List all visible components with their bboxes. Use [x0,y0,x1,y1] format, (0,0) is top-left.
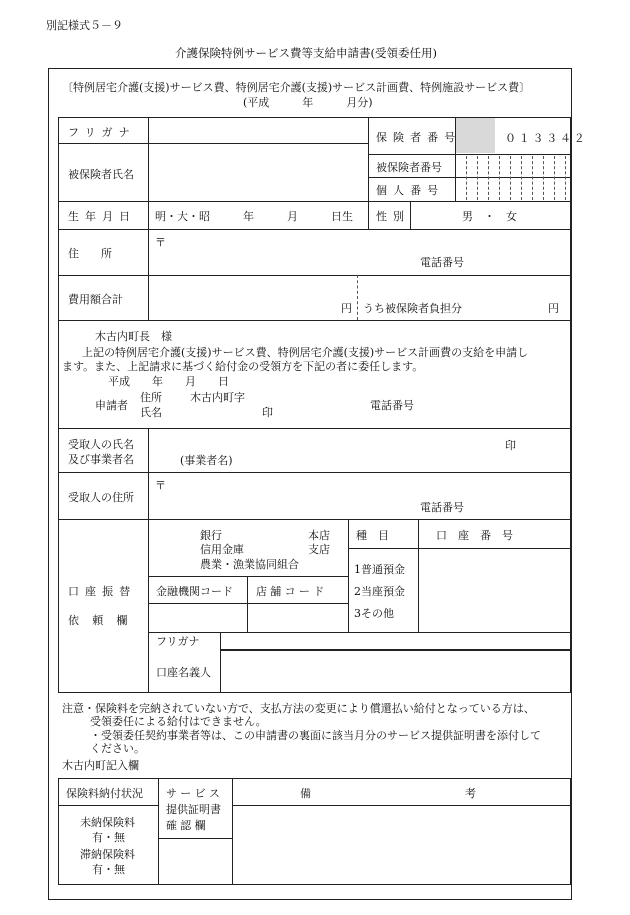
type-option-2: 2当座預金 [354,585,405,598]
recipient-name-label-1: 受取人の氏名 [68,438,134,451]
applicant-phone-label: 電話番号 [370,399,414,412]
service-label-1: サービス [166,787,224,800]
applicant-name-label: 氏名 [140,406,162,419]
branch-code-label: 店舗コード [256,585,328,598]
recipient-address-label: 受取人の住所 [68,491,134,504]
shaded-cell [456,118,495,153]
sex-label: 性別 [376,210,411,223]
insurer-number-value: ０１３３４２ [505,132,588,145]
form-title: 介護保険特例サービス費等支給申請書(受領委任用) [175,46,437,60]
address-label: 住 所 [68,247,112,260]
town-section-title: 木古内町記入欄 [62,759,139,772]
nogyo-label: 農業・漁業協同組合 [200,558,299,571]
form-number: 別記様式５－９ [46,19,123,32]
bank-section-label-1: 口座振替 [68,585,137,598]
birth-label: 生年月日 [68,210,137,223]
sex-value: 男 ・ 女 [462,210,517,223]
postal-mark: 〒 [155,236,166,249]
applicant-seal: 印 [262,406,273,419]
personal-number-label: 個人番号 [376,184,445,197]
yen-label: 円 [341,302,352,315]
cost-total-label: 費用額合計 [68,293,123,306]
branch-label: 支店 [308,543,330,556]
birth-value: 明・大・昭 年 月 日生 [155,210,353,223]
type-header: 種 目 [356,529,389,542]
request-body-line2: ます。また、上記請求に基づく給付金の受領方を下記の者に委任します。 [62,360,424,373]
addressee: 木古内町長 様 [95,330,172,343]
recipient-phone-label: 電話番号 [420,501,464,514]
recipient-name-label-2: 及び事業者名 [68,453,134,466]
note-line2: 受領委任による給付はできません。 [90,715,267,728]
unpaid-value: 有・無 [92,831,125,844]
service-label-3: 確認欄 [166,819,209,832]
unpaid-label: 未納保険料 [80,816,135,829]
shinkin-label: 信用金庫 [200,543,244,556]
phone-label: 電話番号 [420,256,464,269]
note-line3: ・受領委任契約事業者等は、この申請書の裏面に該当月分のサービス提供証明書を添付して [90,729,541,742]
business-label: (事業者名) [180,454,233,467]
overdue-label: 滞納保険料 [80,848,135,861]
form-period: (平成 年 月分) [243,96,373,109]
furigana-label: フリガナ [68,126,136,139]
burden-label: うち被保険者負担分 [363,302,462,315]
request-date: 平成 年 月 日 [108,375,229,388]
applicant-address-value: 木古内町字 [190,391,245,404]
account-number-header: 口 座 番 号 [436,529,513,542]
remarks-label: 備 考 [300,787,476,800]
request-body-line1: 上記の特例居宅介護(支援)サービス費、特例居宅介護(支援)サービス計画費の支給を申請し [82,346,529,359]
account-holder-label: 口座名義人 [156,666,211,679]
service-label-2: 提供証明書 [166,803,221,816]
yen-label-2: 円 [548,302,559,315]
type-option-3: 3その他 [354,607,394,620]
head-office-label: 本店 [308,529,330,542]
main-table [58,117,571,693]
overdue-value: 有・無 [92,863,125,876]
note-line4: ください。 [90,742,145,755]
applicant-label: 申請者 [95,399,128,412]
type-option-1: 1普通預金 [354,563,405,576]
insured-name-label: 被保険者氏名 [68,168,134,181]
recipient-seal: 印 [505,439,516,452]
applicant-address-label: 住所 [140,391,162,404]
account-furigana-label: フリガナ [156,635,200,648]
bank-label: 銀行 [200,529,222,542]
premium-status-label: 保険料納付状況 [66,787,143,800]
bank-section-label-2: 依頼欄 [68,614,141,627]
recipient-postal-mark: 〒 [155,479,166,492]
note-line1: 注意・保険料を完納されていない方で、支払方法の変更により償還払い給付となっている方は、 [62,702,535,715]
fin-code-label: 金融機関コード [156,585,233,598]
insured-number-label: 被保険者番号 [376,161,442,174]
form-subtitle: 〔特例居宅介護(支援)サービス費、特例居宅介護(支援)サービス計画費、特例施設サービス費〕 [62,81,531,94]
insurer-number-label: 保険者番号 [376,131,462,144]
